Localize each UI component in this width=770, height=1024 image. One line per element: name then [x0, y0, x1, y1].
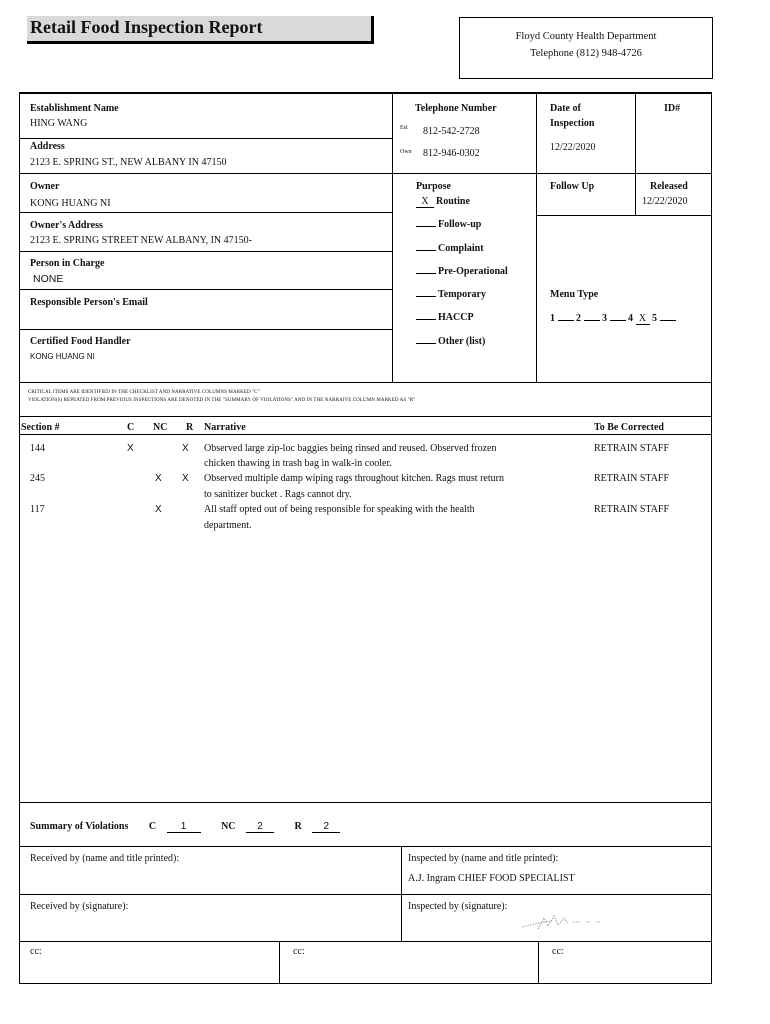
owner-label: Owner — [30, 181, 60, 192]
department-telephone: Telephone (812) 948-4726 — [530, 48, 642, 59]
header-to-be-corrected: To Be Corrected — [594, 422, 664, 433]
row-correct: RETRAIN STAFF — [594, 443, 670, 454]
owner-address-value: 2123 E. SPRING STREET NEW ALBANY, IN 47150- — [30, 235, 252, 246]
owner-value: KONG HUANG NI — [30, 198, 111, 209]
summary-c-count: 1 — [167, 821, 201, 833]
row-narrative: Observed large zip-loc baggies being rinsed and reused. Observed frozen — [204, 443, 497, 454]
telephone-label: Telephone Number — [415, 103, 497, 114]
establishment-name: HING WANG — [30, 118, 88, 129]
inspected-by-signature-label: Inspected by (signature): — [408, 901, 508, 912]
row-r: X — [182, 443, 189, 454]
telephone-own: 812-946-0302 — [423, 148, 480, 159]
owner-address-label: Owner's Address — [30, 220, 103, 231]
food-handler-value: KONG HUANG NI — [30, 352, 95, 361]
row-section: 144 — [30, 443, 45, 454]
row-narrative-cont: chicken thawing in trash bag in walk-in cooler. — [204, 458, 392, 469]
menu-type-options: 1 2 3 4 X 5 — [550, 313, 676, 325]
telephone-own-label: Own — [400, 149, 412, 155]
report-title: Retail Food Inspection Report — [30, 17, 263, 37]
id-label: ID# — [664, 103, 681, 114]
form-frame — [19, 92, 712, 984]
released-date: 12/22/2020 — [642, 196, 688, 207]
cc-label-1: cc: — [30, 946, 42, 957]
summary-of-violations: Summary of Violations C 1 NC 2 R 2 — [30, 821, 340, 833]
date-label-line2: Inspection — [550, 118, 595, 129]
person-in-charge-label: Person in Charge — [30, 258, 105, 269]
purpose-temporary: Temporary — [416, 289, 486, 300]
establishment-name-label: Establishment Name — [30, 103, 119, 114]
received-by-name-label: Received by (name and title printed): — [30, 853, 180, 864]
inspector-name: A.J. Ingram CHIEF FOOD SPECIALIST — [408, 873, 575, 884]
telephone-est: 812-542-2728 — [423, 126, 480, 137]
purpose-pre-operational: Pre-Operational — [416, 266, 508, 277]
row-r: X — [182, 473, 189, 484]
released-label: Released — [650, 181, 688, 192]
row-narrative: Observed multiple damp wiping rags throughout kitchen. Rags must return — [204, 473, 504, 484]
department-box — [459, 17, 713, 79]
cc-label-3: cc: — [552, 946, 564, 957]
notes-critical: CRITICAL ITEMS ARE IDENTIFIED IN THE CHECKLIST AND NARRATIVE COLUMNS MARKED "C" — [28, 390, 260, 395]
notes-repeated: VIOLATION(S) REPEATED FROM PREVIOUS INSPECTIONS ARE DENOTED IN THE "SUMMARY OF VIOLATIONS" AND IN THE NARRAIVE COLUMN MARKED AS "R" — [28, 398, 416, 403]
report-title-box — [27, 16, 374, 44]
row-nc: X — [155, 504, 162, 515]
row-narrative-cont: to sanitizer bucket . Rags cannot dry. — [204, 489, 352, 500]
purpose-routine: X Routine — [416, 196, 470, 208]
date-of-inspection: 12/22/2020 — [550, 142, 596, 153]
menu-type-label: Menu Type — [550, 289, 599, 300]
row-section: 117 — [30, 504, 45, 515]
purpose-label: Purpose — [416, 181, 451, 192]
purpose-complaint: Complaint — [416, 243, 484, 254]
person-in-charge-value: NONE — [33, 273, 64, 285]
purpose-haccp: HACCP — [416, 312, 474, 323]
purpose-follow-up: Follow-up — [416, 219, 481, 230]
cc-label-2: cc: — [293, 946, 305, 957]
inspected-by-name-label: Inspected by (name and title printed): — [408, 853, 559, 864]
row-correct: RETRAIN STAFF — [594, 473, 670, 484]
summary-nc-count: 2 — [246, 821, 274, 833]
food-handler-label: Certified Food Handler — [30, 336, 131, 347]
address-label: Address — [30, 141, 65, 152]
row-section: 245 — [30, 473, 45, 484]
row-narrative-cont: department. — [204, 520, 252, 531]
row-narrative: All staff opted out of being responsible for speaking with the health — [204, 504, 475, 515]
row-nc: X — [155, 473, 162, 484]
row-c: X — [127, 443, 134, 454]
purpose-other: Other (list) — [416, 336, 485, 347]
follow-up-label: Follow Up — [550, 181, 595, 192]
summary-r-count: 2 — [312, 821, 340, 833]
header-nc: NC — [153, 422, 168, 433]
header-c: C — [127, 422, 135, 433]
date-label-line1: Date of — [550, 103, 581, 114]
address-value: 2123 E. SPRING ST., NEW ALBANY IN 47150 — [30, 157, 227, 168]
header-section: Section # — [21, 422, 60, 433]
row-correct: RETRAIN STAFF — [594, 504, 670, 515]
header-r: R — [186, 422, 194, 433]
telephone-est-label: Est — [400, 125, 408, 131]
inspector-signature — [518, 912, 608, 934]
department-name: Floyd County Health Department — [515, 31, 657, 42]
received-by-signature-label: Received by (signature): — [30, 901, 129, 912]
header-narrative: Narrative — [204, 422, 246, 433]
email-label: Responsible Person's Email — [30, 297, 148, 308]
